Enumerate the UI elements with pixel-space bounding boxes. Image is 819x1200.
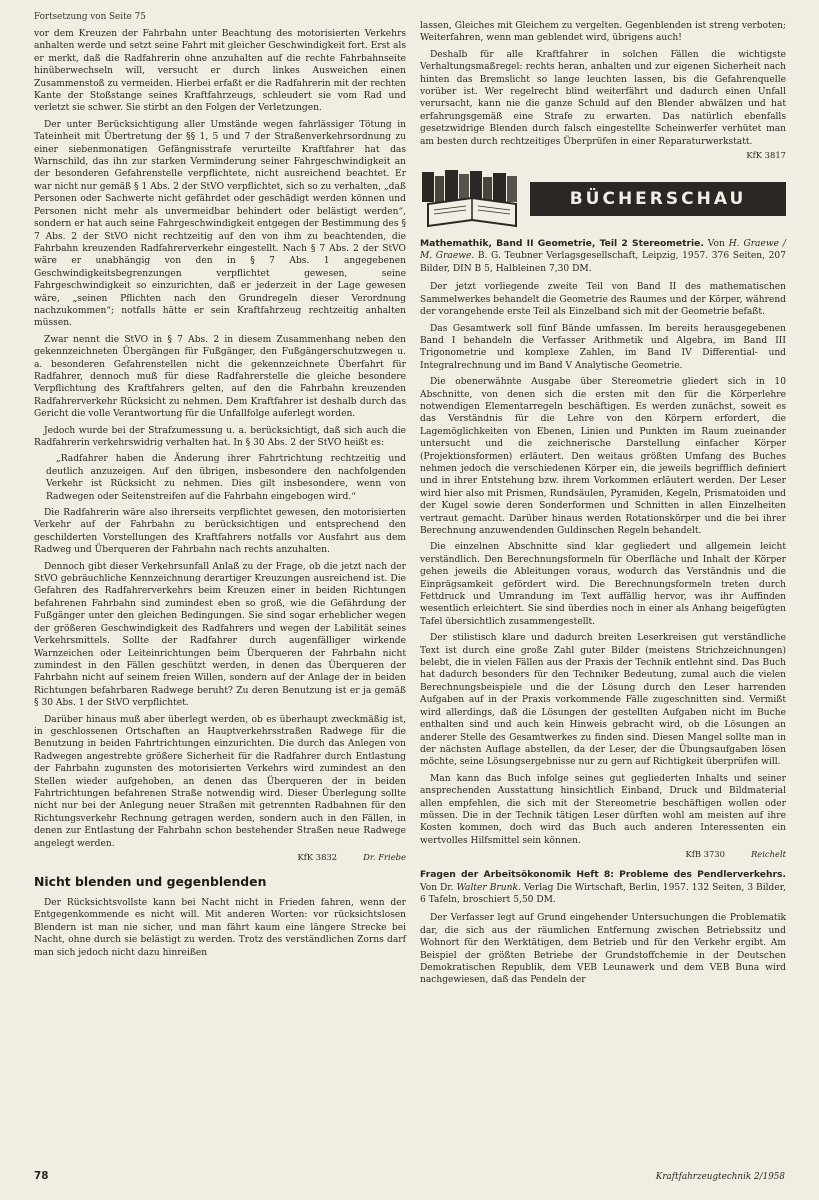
paragraph: vor dem Kreuzen der Fahrbahn unter Beachtung des motorisierten Verkehrs anhalten werde und setzt seine Fahrt mit gleicher Geschwindigkeit fort. Erst als er merkt, daß die Radfahrerin ohne anzuhalten auf die rechte Fahrbahnseite hinüberwechseln will, versucht er durch linkes Ausweichen einen Zusammenstoß zu vermeiden. Hierbei erfaßt er die Radfahrerin mit der rechten Kante der Stoßstange seines Kraftfahrzeugs, schleudert sie vom Rad und verletzt sie schwer. Sie stirbt an den Folgen der Verletzungen. (34, 29, 406, 114)
paragraph: Deshalb für alle Kraftfahrer in solchen Fällen die wichtigste Verhaltungsmaßregel: rechts heran, anhalten und zur eigenen Sicherheit nach hinten das Bremslicht so lange leuchten lassen, bis die Gefahrenquelle vorüber ist. Wer regelrecht blind weiterfährt und dadurch einen Unfall verursacht, kann nie die ganze Schuld auf den Blender abwälzen und hat erfahrungsgemäß eine Strafe zu erwarten. Das natürlich ebenfalls gesetzwidrige Blenden durch falsch eingestellte Scheinwerfer verhütet man am besten durch rechtzeitiges Überprüfen in einer Reparaturwerkstatt. (420, 49, 786, 147)
book-stack-icon (420, 170, 526, 228)
book-entry-header (420, 238, 786, 275)
article-signature (34, 852, 406, 862)
paragraph: Der stilistisch klare und dadurch breiten Leserkreisen gut verständliche Text ist durch eine große Zahl guter Bilder (meistens Strichzeichnungen) belebt, die in vielen Fällen aus der Praxis der Technik entlehnt sind. Das Buch hat dadurch besonders für den Techniker Bedeutung, zumal auch die vielen Berechnungsbeispiele und die der Lösung durch den Leser harrenden Aufgaben auf in der Praxis vorkommende Fälle zugeschnitten sind. Vermißt wird allerdings, daß die Lösungen der gestellten Aufgaben nicht im Buche enthalten sind und auch kein Hinweis gebracht wird, ob die Lösungen an anderer Stelle des Gesamtwerkes zu finden sind. Diesen Mangel sollte man in der nächsten Auflage abstellen, da der Leser, der die Übungsaufgaben lösen möchte, seine Lösungsergebnisse nur zu gern auf Richtigkeit überprüfen will. (420, 633, 786, 768)
quote-paragraph: „Radfahrer haben die Änderung ihrer Fahrtrichtung rechtzeitig und deutlich anzuzeigen. Auf den übrigen, insbesondere den nachfolgenden Verkehr ist Rücksicht zu nehmen. Dies gilt insbesondere, wenn von Radwegen oder Seitenstreifen auf die Fahrbahn eingebogen wird.“ (46, 454, 406, 502)
paragraph: lassen, Gleiches mit Gleichem zu vergelten. Gegenblenden ist streng verboten; Weiterfahren, wenn man geblendet wird, übrigens auch! (420, 21, 786, 44)
book-title: Mathemathik, Band II Geometrie, Teil 2 Stereometrie. (420, 238, 704, 250)
journal-name: Kraftfahrzeugtechnik 2/1958 (655, 1172, 785, 1182)
page-number: 78 (34, 1170, 49, 1182)
paragraph: Darüber hinaus muß aber überlegt werden, ob es überhaupt zweckmäßig ist, in geschlossenen Ortschaften an Hauptverkehrsstraßen Radwege für die Benutzung in beiden Fahrtrichtungen einzurichten. Die durch das Anlegen von Radwegen angestrebte größere Sicherheit für die Radfahrer durch Entlastung der Fahrbahn zugunsten des motorisierten Verkehrs wird zumindest an den Stellen wieder aufgehoben, an denen das Überqueren der in beiden Fahrtrichtungen befahrenen Straße notwendig wird. Dieser Überlegung sollte nicht nur bei der Anlegung neuer Straßen mit getrennten Radbahnen für den Richtungsverkehr Rechnung getragen werden, sondern auch in den Fällen, in denen zur Entlastung der Fahrbahn schon bestehender Straßen neue Radwege angelegt werden. (34, 714, 406, 849)
paragraph: Der unter Berücksichtigung aller Umstände wegen fahrlässiger Tötung in Tateinheit mit Übertretung der §§ 1, 5 und 7 der Straßenverkehrsordnung zu einer siebenmonatigen Gefängnisstrafe verurteilte Kraftfahrer hat das Warnschild, das ihn zur starken Verminderung seiner Fahrgeschwindigkeit an der besonderen Gefahrenstelle verpflichtete, nicht ausreichend beachtet. Er war nicht nur gemäß § 1 Abs. 2 der StVO verpflichtet, sich so zu verhalten, „daß Personen oder Sachwerte nicht gefährdet oder geschädigt werden können und Personen nicht mehr als unvermeidbar behindert oder belästigt werden“, sondern er hat auch seine Fahrgeschwindigkeit entgegen der Bestimmung des § 7 Abs. 2 der StVO nicht rechtzeitig auf den von ihm zu beachtenden, die Fahrbahn kreuzenden Radfahrerverkehr eingestellt. Nach § 7 Abs. 2 der StVO wäre er unabhängig von den in § 7 Abs. 1 angegebenen Geschwindigkeitsbegrenzungen verpflichtet gewesen, seine Fahrgeschwindigkeit so einzurichten, daß er jederzeit in der Lage gewesen wäre, „seinen Pflichten nach den Grundregeln dieser Verordnung nachzukommen“; notfalls hätte er sein Kraftfahrzeug rechtzeitig anhalten müssen. (34, 119, 406, 329)
book-authors: Walter Brunk. (456, 882, 521, 893)
paragraph: Jedoch wurde bei der Strafzumessung u. a. berücksichtigt, daß sich auch die Radfahrerin verkehrswidrig verhalten hat. In § 30 Abs. 2 der StVO heißt es: (34, 425, 406, 448)
article-author: Dr. Friebe (363, 852, 406, 862)
left-column (34, 28, 406, 963)
book-title: Fragen der Arbeitsökonomik Heft 8: Probleme des Pendlerverkehrs. (420, 869, 786, 881)
book-entry-header (420, 869, 786, 906)
paragraph: Dennoch gibt dieser Verkehrsunfall Anlaß zu der Frage, ob die jetzt nach der StVO gebräuchliche Kennzeichnung derartiger Kreuzungen ausreichend ist. Die Gefahren des Radfahrerverkehrs beim Kreuzen einer in beiden Richtungen befahrenen Fahrbahn sind zumindest eben so groß, wie die Gefährdung der Fußgänger unter den gleichen Bedingungen. Sie sind sogar erheblicher wegen der größeren Geschwindigkeit des Radfahrers und wegen der Labilität seines Verkehrsmittels. Sollte der Radfahrer durch augenfälliger wirkende Warnzeichen oder Leiteinrichtungen beim Überqueren der Fahrbahn nicht zumindest in den Fällen geschützt werden, in denen das Überqueren der Fahrbahn nicht auf seinem freien Willen, sondern auf der Anlage der in beiden Richtungen befahrbaren Radwege beruht? Zu deren Benutzung ist er ja gemäß § 30 Abs. 1 der StVO verpflichtet. (34, 561, 406, 709)
paragraph: Der jetzt vorliegende zweite Teil von Band II des mathematischen Sammelwerkes behandelt die Geometrie des Raumes und der Körper, während der vorangehende erste Teil als Einzelband sich mit der Geometrie befaßt. (420, 282, 786, 318)
paragraph: Der Rücksichtsvollste kann bei Nacht nicht in Frieden fahren, wenn der Entgegenkommende es nicht will. Mit anderen Worten: vor rücksichtslosen Blendern ist man nie sicher, und man fährt kaum eine längere Strecke bei Nacht, ohne durch sie belästigt zu werden. Trotz des verständlichen Zorns darf man sich jedoch nicht dazu hinreißen (34, 898, 406, 958)
book-publication: Verlag Die Wirtschaft, Berlin, 1957. 132 Seiten, 3 Bilder, 6 Tafeln, broschiert 5,50 DM. (420, 882, 786, 905)
continued-note: Fortsetzung von Seite 75 (34, 12, 146, 22)
article-code: KfK 3817 (746, 150, 786, 161)
paragraph: Das Gesamtwerk soll fünf Bände umfassen. Im bereits herausgegebenen Band I behandeln die Verfasser Arithmetik und Algebra, im Band III Trigonometrie und komplexe Zahlen, im Band IV Differential- und Integralrechnung und im Band V Analytische Geometrie. (420, 323, 786, 371)
paragraph: Der Verfasser legt auf Grund eingehender Untersuchungen die Problematik dar, die sich aus der räumlichen Entfernung zwischen Betriebssitz und Wohnort für den Werktätigen, dem Betrieb und für den Verkehr ergibt. Am Beispiel der größten Betriebe der Grundstoffchemie in der Deutschen Demokratischen Republik, dem VEB Leunawerk und dem VEB Buna wird nachgewiesen, daß das Pendeln der (420, 913, 786, 986)
paragraph: Man kann das Buch infolge seines gut gegliederten Inhalts und seiner ansprechenden Ausstattung hinsichtlich Einband, Druck und Bildmaterial allen empfehlen, die sich mit der Stereometrie beschäftigen wollen oder müssen. Die in der Technik tätigen Leser dürften wohl am meisten auf ihre Kosten kommen, doch wird das Buch auch anderen Interessenten ein wertvolles Hilfsmittel sein können. (420, 773, 786, 846)
article-signature (420, 849, 786, 859)
paragraph: Die einzelnen Abschnitte sind klar gegliedert und allgemein leicht verständlich. Den Berechnungsformeln für Oberfläche und Inhalt der Körper gehen jeweils die Ableitungen voraus, wodurch das Verständnis und die Einprägsamkeit gefördert wird. Die Berechnungsformeln treten durch Fettdruck und Umrandung im Text auffällig hervor, was ihr Auffinden wesentlich erleichtert. Sie sind überdies noch in einer als Anhang beigefügten Tafel übersichtlich zusammengestellt. (420, 542, 786, 627)
article-code: KfK 3832 (297, 852, 338, 862)
book-publication: B. G. Teubner Verlagsgesellschaft, Leipzig, 1957. 376 Seiten, 207 Bilder, DIN B 5, Halbleinen 7,30 DM. (420, 251, 786, 274)
paragraph: Zwar nennt die StVO in § 7 Abs. 2 in diesem Zusammenhang neben den gekennzeichneten Übergängen für Fußgänger, den Fußgängerschutzwegen u. a. besonderen Gefahrenstellen nicht die gekennzeichnete Überfahrt für Radfahrer, dennoch muß für diese Radfahrerstelle die gleiche besondere Verpflichtung des Kraftfahrers gelten, auf den die Fahrbahn kreuzenden Radfahrerverkehr Rücksicht zu nehmen. Dem Kraftfahrer ist deshalb durch das Gericht die volle Verantwortung für die Unfallfolge auferlegt worden. (34, 334, 406, 420)
article-code: KfB 3730 (685, 849, 725, 860)
section-title: BÜCHERSCHAU (530, 182, 786, 216)
article-signature (420, 150, 786, 160)
article-author: Reichelt (750, 849, 786, 860)
right-column (420, 20, 786, 991)
paragraph: Die Radfahrerin wäre also ihrerseits verpflichtet gewesen, den motorisierten Verkehr auf der Fahrbahn zu berücksichtigen und entsprechend den geschilderten Vorstellungen des Kraftfahrers notfalls vor Ausfahrt aus dem Radweg und Überqueren der Fahrbahn nach rechts anzuhalten. (34, 508, 406, 556)
paragraph: Die obenerwähnte Ausgabe über Stereometrie gliedert sich in 10 Abschnitte, von denen sich die ersten mit den für die Körperlehre notwendigen Elementarregeln beschäftigen. Es werden zunächst, soweit es das Verständnis für die Lehre von den Körpern erfordert, die Lagemöglichkeiten von Ebenen, Linien und Punkten im Raum zueinander untersucht und die zeichnerische Darstellung einfacher Körper (Projektionsformen) erläutert. Den weitaus größten Umfang des Buches nehmen jedoch die verschiedenen Körper ein, die jeweils begrifflich definiert und in ihrer Entstehung bzw. ihrem Vorkommen erläutert werden. Der Leser wird hier also mit Prismen, Rundsäulen, Pyramiden, Kegeln, Prismatoiden und der Kugel sowie deren Sonderformen und Schnitten in allen Einzelheiten vertraut gemacht. Darüber hinaus werden Rotationskörper und die bei ihrer Berechnung anzuwendenden Guldinschen Regeln behandelt. (420, 377, 786, 536)
book-authors: H. Graewe / M. Graewe. (420, 239, 786, 262)
book-von: Von Dr. (420, 882, 454, 893)
article-title: Nicht blenden und gegenblenden (34, 874, 267, 889)
book-von: Von (707, 239, 725, 250)
section-banner (420, 170, 786, 228)
